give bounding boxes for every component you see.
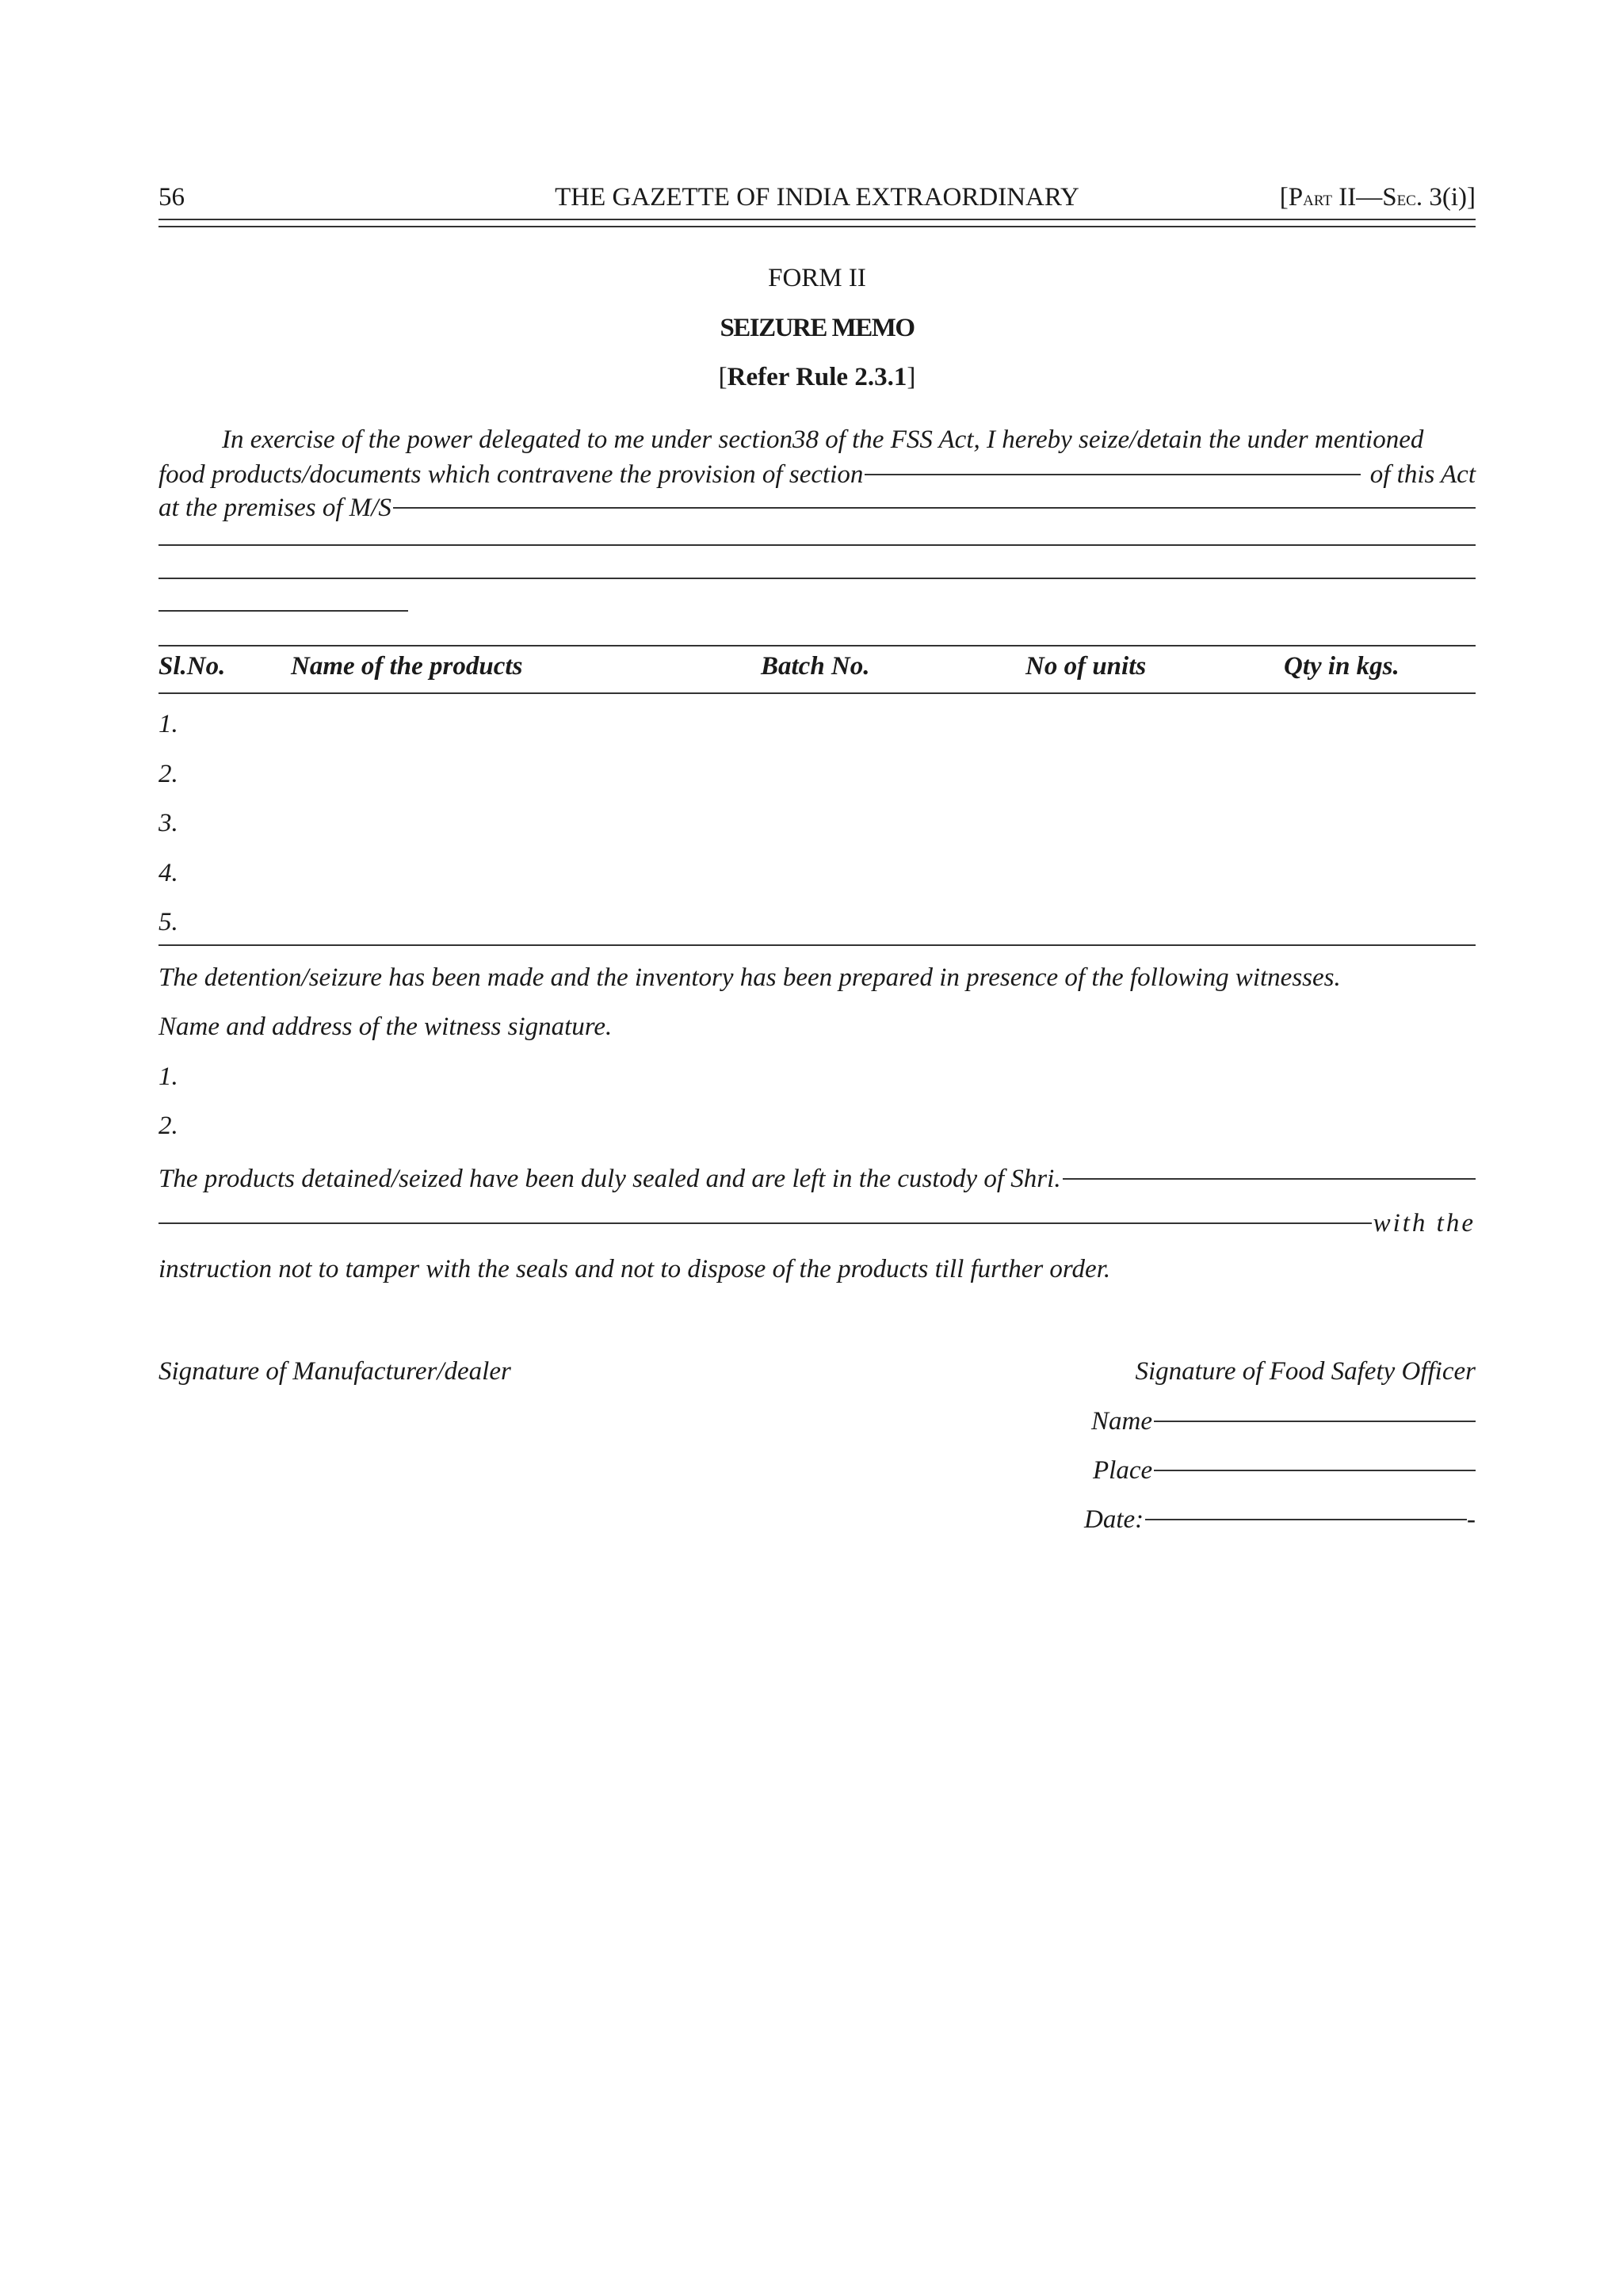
place-label: Place <box>1093 1456 1153 1485</box>
date-trail: - <box>1467 1505 1476 1534</box>
table-row: 5. <box>158 908 178 936</box>
blank-line-3 <box>158 610 408 612</box>
name-label: Name <box>1091 1407 1152 1436</box>
custody-text-1: The products detained/seized have been duly sealed and are left in the custody of Shri. <box>158 1165 1061 1193</box>
blank-line-1 <box>158 544 1476 546</box>
custody-line-2 <box>158 1209 1476 1238</box>
officer-date-line <box>1084 1505 1476 1535</box>
part-section-label: [Part II—Sec. 3(i)] <box>1279 183 1476 212</box>
custody-text-2: with the <box>1373 1209 1476 1238</box>
name-blank <box>1154 1421 1476 1422</box>
col-header-units: No of units <box>1025 652 1147 681</box>
date-label: Date: <box>1084 1505 1144 1534</box>
intro-line-3 <box>158 494 1476 523</box>
witness-item: 1. <box>158 1062 178 1091</box>
table-bottom-rule <box>158 944 1476 946</box>
custody-blank-2 <box>158 1222 1372 1224</box>
table-row: 1. <box>158 710 178 738</box>
rule-reference: [Refer Rule 2.3.1] <box>718 363 916 391</box>
col-header-batch: Batch No. <box>761 652 870 681</box>
intro-text-1: In exercise of the power delegated to me under section38 of the FSS Act, I hereby seize/detain the under mentioned <box>222 425 1424 454</box>
header-rule-bottom <box>158 226 1476 227</box>
table-row: 4. <box>158 859 178 887</box>
custody-text-3: instruction not to tamper with the seals and not to dispose of the products till further order. <box>158 1255 1111 1283</box>
form-title: FORM II <box>768 264 866 292</box>
witness-item: 2. <box>158 1112 178 1140</box>
table-top-rule <box>158 645 1476 646</box>
manufacturer-signature-label: Signature of Manufacturer/dealer <box>158 1357 511 1386</box>
intro-text-2-end: of this Act <box>1369 460 1476 489</box>
page-number: 56 <box>158 183 185 212</box>
table-header-rule <box>158 692 1476 694</box>
officer-signature-label: Signature of Food Safety Officer <box>1135 1357 1476 1386</box>
place-blank <box>1154 1470 1476 1471</box>
intro-text-2: food products/documents which contravene the provision of section <box>158 460 864 489</box>
custody-blank-1 <box>1063 1178 1476 1180</box>
table-row: 3. <box>158 809 178 837</box>
witness-heading: Name and address of the witness signature. <box>158 1013 613 1041</box>
witness-statement: The detention/seizure has been made and the inventory has been prepared in presence of the following witnesses. <box>158 963 1341 992</box>
col-header-slno: Sl.No. <box>158 652 226 681</box>
memo-title: SEIZURE MEMO <box>720 314 915 342</box>
col-header-product: Name of the products <box>291 652 523 681</box>
officer-place-line <box>1093 1456 1476 1486</box>
running-title: THE GAZETTE OF INDIA EXTRAORDINARY <box>555 183 1079 212</box>
premises-blank <box>393 507 1476 509</box>
date-blank <box>1145 1519 1467 1520</box>
intro-text-3: at the premises of M/S <box>158 494 391 522</box>
officer-name-line <box>1091 1407 1476 1436</box>
header-rule-top <box>158 219 1476 220</box>
col-header-qty: Qty in kgs. <box>1284 652 1400 681</box>
intro-line-2 <box>158 460 1476 490</box>
intro-line-1 <box>158 425 1476 455</box>
custody-line-1 <box>158 1165 1476 1194</box>
table-row: 2. <box>158 760 178 788</box>
blank-line-2 <box>158 578 1476 579</box>
section-blank <box>865 474 1360 475</box>
